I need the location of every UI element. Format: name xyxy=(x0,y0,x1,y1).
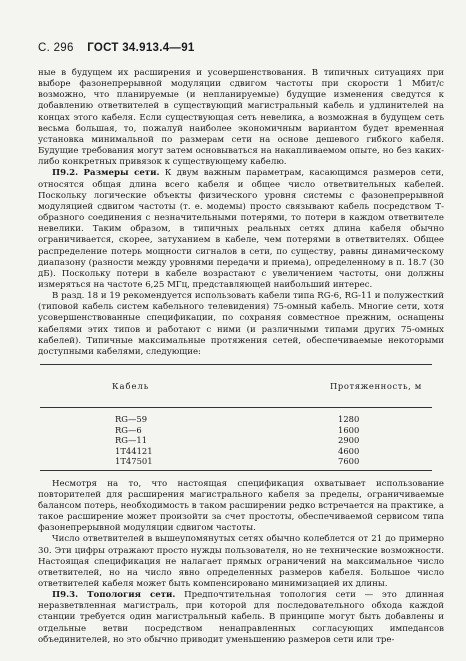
section-19-3-heading: П9.3. Топология сети. xyxy=(52,590,176,601)
table-row xyxy=(40,414,432,425)
page-number: С. 296 xyxy=(38,42,74,54)
section-19-2-text: К двум важным параметрам, касающимся размеров сети, относятся общая длина всего кабеля и общее число ответвительных кабелей. Поскольку логические объекты физического уровня системы с фазонепрерывной модуляцией сдвигом частоты (т. е. модемы) просто связывают кабель посредством Т-образного соединения с незначительными потерями, то потери в каждом ответвителе невелики. Таким образом, в типичных реальных сетях длина кабеля обычно ограничивается, скорее, затуханием в кабеле, чем потерями в ответвителях. Общее распределение потерь мощности сигналов в сети, по существу, равны динамическому диапазону (разности между уровнями передачи и приема), определенному в п. 18.7 (30 дБ). Поскольку потери в кабеле возрастают с увеличением частоты, они должны измеряться на частоте 6,25 МГц, представляющей наибольший интерес. xyxy=(38,168,445,290)
section-19-3-paragraph xyxy=(38,590,444,646)
table-row xyxy=(40,425,432,436)
table-row xyxy=(40,446,432,457)
cable-name: RG—59 xyxy=(115,414,148,425)
paragraph-taps: Число ответвителей в вышеупомянутых сетях обычно колеблется от 21 до примерно 30. Эти цифры отражают просто нужды пользователя, но не технические возможности. Настоящая спецификация не налагает прямых ограничений на максимальное число ответвителей, но на число явно определенных размеров кабеля. Большое число ответвителей кабеля может быть компенсировано минимизацией их длины. xyxy=(38,534,444,589)
cable-name: 1T47501 xyxy=(115,456,153,467)
col-header-cable: Кабель xyxy=(112,381,150,392)
section-19-2-paragraph-2: В разд. 18 и 19 рекомендуется использовать кабели типа RG-6, RG-11 и полужесткий (типовой кабель систем кабельного телевидения) 75-омный кабель. Многие сети, хотя усовершенствованные спецификации, по сохраняя совместное прежним, оснащены кабелями этих типов и работают с ними (и различными типами других 75-омных кабелей). Типичные максимальные протяжения сетей, обеспечиваемые некоторыми доступными кабелями, следующие: xyxy=(38,291,444,357)
cable-length-table xyxy=(40,364,432,471)
cable-length: 2900 xyxy=(338,435,360,446)
cable-name: RG—6 xyxy=(115,424,142,435)
table-row xyxy=(40,456,432,467)
cable-length: 7600 xyxy=(338,456,360,467)
table-row xyxy=(40,435,432,446)
paragraph-intro: ные в будущем их расширения и усовершенствования. В типичных ситуациях при выборе фазонепрерывной модуляции сдвигом частоты при скорости 1 Мбит/с возможно, что планируемые (и непланируемые) будущие изменения сведутся к добавлению ответвителей в существующий магистральный кабель и удлинителей на концах этого кабеля. Если существующая сеть невелика, а возможная в будущем сеть весьма большая, то, пожалуй наиболее экономичным вариантом будет временная установка минимальной по размерам сети на основе дешевого гибкого кабеля. Будущие требования могут затем основываться на накапливаемом опыте, но без каких-либо конкретных привязок к существующему кабелю. xyxy=(38,68,444,168)
cable-length: 1600 xyxy=(338,424,360,435)
table-body xyxy=(40,408,432,470)
col-header-length: Протяженность, м xyxy=(330,381,422,392)
standard-number: ГОСТ 34.913.4—91 xyxy=(87,42,195,54)
table-header xyxy=(40,365,432,408)
section-19-2-heading: П9.2. Размеры сети. xyxy=(52,168,160,179)
page-header xyxy=(38,42,444,54)
cable-name: 1T44121 xyxy=(115,445,153,456)
paragraph-repeaters: Несмотря на то, что настоящая спецификация охватывает использование повторителей для расширения магистрального кабеля за пределы, ограничиваемые балансом потерь, необходимость в таком расширении редко встречается на практике, а такое расширение может произойти за счет простоты, обеспечиваемой сервисом типа фазонепрерывной модуляции сдвигом частоты. xyxy=(38,478,444,534)
cable-length: 1280 xyxy=(338,414,360,425)
cable-length: 4600 xyxy=(338,445,360,456)
section-19-2-paragraph xyxy=(38,168,444,291)
section-19-3-text: Предпочтительная топология сети — это длинная неразветвленная магистраль, при которой для последовательного обхода каждой станции требуется один магистральный кабель. В принципе могут быть добавлены и отдельные ветви посредством ненаправленных согласующих импедансов объединителей, но это обычно приводит уменьшению размеров сети или тре- xyxy=(38,590,444,645)
cable-name: RG—11 xyxy=(115,435,148,446)
